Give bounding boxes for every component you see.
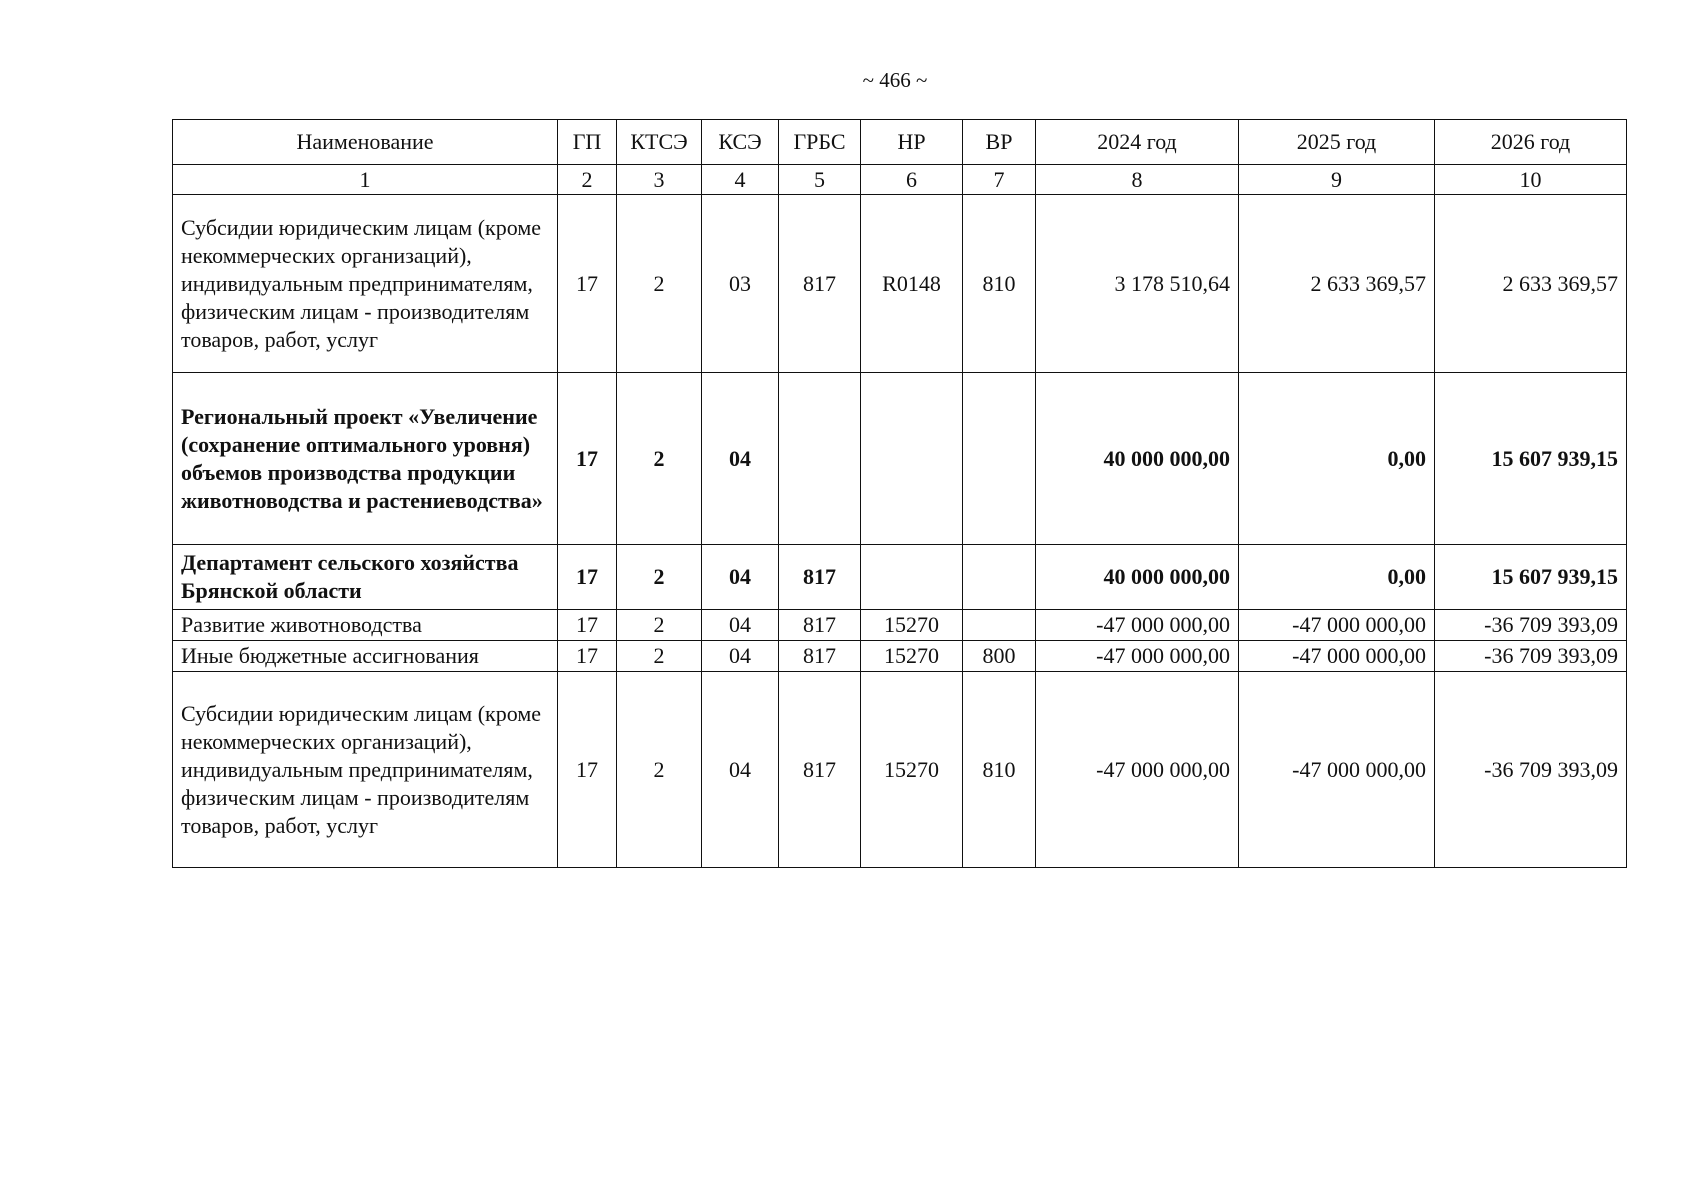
header-2025: 2025 год: [1239, 120, 1435, 165]
header-ktse: КТСЭ: [617, 120, 702, 165]
column-number: 5: [779, 165, 861, 195]
cell-kse: 03: [702, 195, 779, 373]
column-number: 3: [617, 165, 702, 195]
page-number: ~ 466 ~: [862, 68, 928, 92]
column-number: 8: [1036, 165, 1239, 195]
table-row: [173, 610, 1627, 641]
header-row: [173, 120, 1627, 165]
cell-vr: [963, 373, 1036, 545]
column-number: 2: [558, 165, 617, 195]
cell-2024: 3 178 510,64: [1036, 195, 1239, 373]
cell-gp: 17: [558, 641, 617, 672]
cell-ktse: 2: [617, 641, 702, 672]
cell-nr: 15270: [861, 641, 963, 672]
budget-table: [172, 119, 1627, 868]
cell-vr: [963, 545, 1036, 610]
cell-vr: 810: [963, 672, 1036, 868]
column-number: 7: [963, 165, 1036, 195]
cell-2025: 2 633 369,57: [1239, 195, 1435, 373]
cell-kse: 04: [702, 641, 779, 672]
cell-2026: 15 607 939,15: [1435, 373, 1627, 545]
table-row: [173, 641, 1627, 672]
cell-gp: 17: [558, 195, 617, 373]
cell-2026: -36 709 393,09: [1435, 672, 1627, 868]
cell-ktse: 2: [617, 373, 702, 545]
cell-kse: 04: [702, 672, 779, 868]
cell-2025: -47 000 000,00: [1239, 610, 1435, 641]
cell-grbs: 817: [779, 672, 861, 868]
cell-nr: 15270: [861, 672, 963, 868]
cell-gp: 17: [558, 545, 617, 610]
cell-grbs: 817: [779, 610, 861, 641]
header-grbs: ГРБС: [779, 120, 861, 165]
header-2024: 2024 год: [1036, 120, 1239, 165]
cell-kse: 04: [702, 610, 779, 641]
cell-grbs: 817: [779, 545, 861, 610]
cell-ktse: 2: [617, 672, 702, 868]
cell-nr: R0148: [861, 195, 963, 373]
header-nr: НР: [861, 120, 963, 165]
cell-2024: 40 000 000,00: [1036, 373, 1239, 545]
cell-2026: 2 633 369,57: [1435, 195, 1627, 373]
row-name: Субсидии юридическим лицам (кроме некоммерческих организаций), индивидуальным предпринимателям, физическим лицам - производителям товаров, работ, услуг: [173, 672, 558, 868]
cell-2025: 0,00: [1239, 545, 1435, 610]
row-name: Департамент сельского хозяйства Брянской области: [173, 545, 558, 610]
table-row: [173, 373, 1627, 545]
column-number: 1: [173, 165, 558, 195]
cell-2026: -36 709 393,09: [1435, 641, 1627, 672]
table-row: [173, 545, 1627, 610]
row-name: Субсидии юридическим лицам (кроме некоммерческих организаций), индивидуальным предпринимателям, физическим лицам - производителям товаров, работ, услуг: [173, 195, 558, 373]
cell-nr: [861, 545, 963, 610]
column-number: 10: [1435, 165, 1627, 195]
cell-kse: 04: [702, 373, 779, 545]
cell-nr: [861, 373, 963, 545]
cell-ktse: 2: [617, 195, 702, 373]
row-name: Развитие животноводства: [173, 610, 558, 641]
row-name: Иные бюджетные ассигнования: [173, 641, 558, 672]
cell-grbs: 817: [779, 195, 861, 373]
cell-2025: 0,00: [1239, 373, 1435, 545]
cell-vr: 810: [963, 195, 1036, 373]
cell-gp: 17: [558, 373, 617, 545]
cell-2024: -47 000 000,00: [1036, 672, 1239, 868]
cell-ktse: 2: [617, 545, 702, 610]
cell-2024: -47 000 000,00: [1036, 610, 1239, 641]
column-number-row: [173, 165, 1627, 195]
header-kse: КСЭ: [702, 120, 779, 165]
header-vr: ВР: [963, 120, 1036, 165]
column-number: 9: [1239, 165, 1435, 195]
cell-gp: 17: [558, 610, 617, 641]
cell-2026: -36 709 393,09: [1435, 610, 1627, 641]
cell-kse: 04: [702, 545, 779, 610]
cell-vr: 800: [963, 641, 1036, 672]
column-number: 6: [861, 165, 963, 195]
column-number: 4: [702, 165, 779, 195]
cell-2024: -47 000 000,00: [1036, 641, 1239, 672]
cell-vr: [963, 610, 1036, 641]
cell-2025: -47 000 000,00: [1239, 672, 1435, 868]
cell-nr: 15270: [861, 610, 963, 641]
header-gp: ГП: [558, 120, 617, 165]
cell-2025: -47 000 000,00: [1239, 641, 1435, 672]
row-name: Региональный проект «Увеличение (сохранение оптимального уровня) объемов производства продукции животноводства и растениеводства»: [173, 373, 558, 545]
header-name: Наименование: [173, 120, 558, 165]
header-2026: 2026 год: [1435, 120, 1627, 165]
cell-2024: 40 000 000,00: [1036, 545, 1239, 610]
table-row: [173, 672, 1627, 868]
cell-gp: 17: [558, 672, 617, 868]
table-row: [173, 195, 1627, 373]
cell-grbs: [779, 373, 861, 545]
cell-grbs: 817: [779, 641, 861, 672]
cell-ktse: 2: [617, 610, 702, 641]
cell-2026: 15 607 939,15: [1435, 545, 1627, 610]
